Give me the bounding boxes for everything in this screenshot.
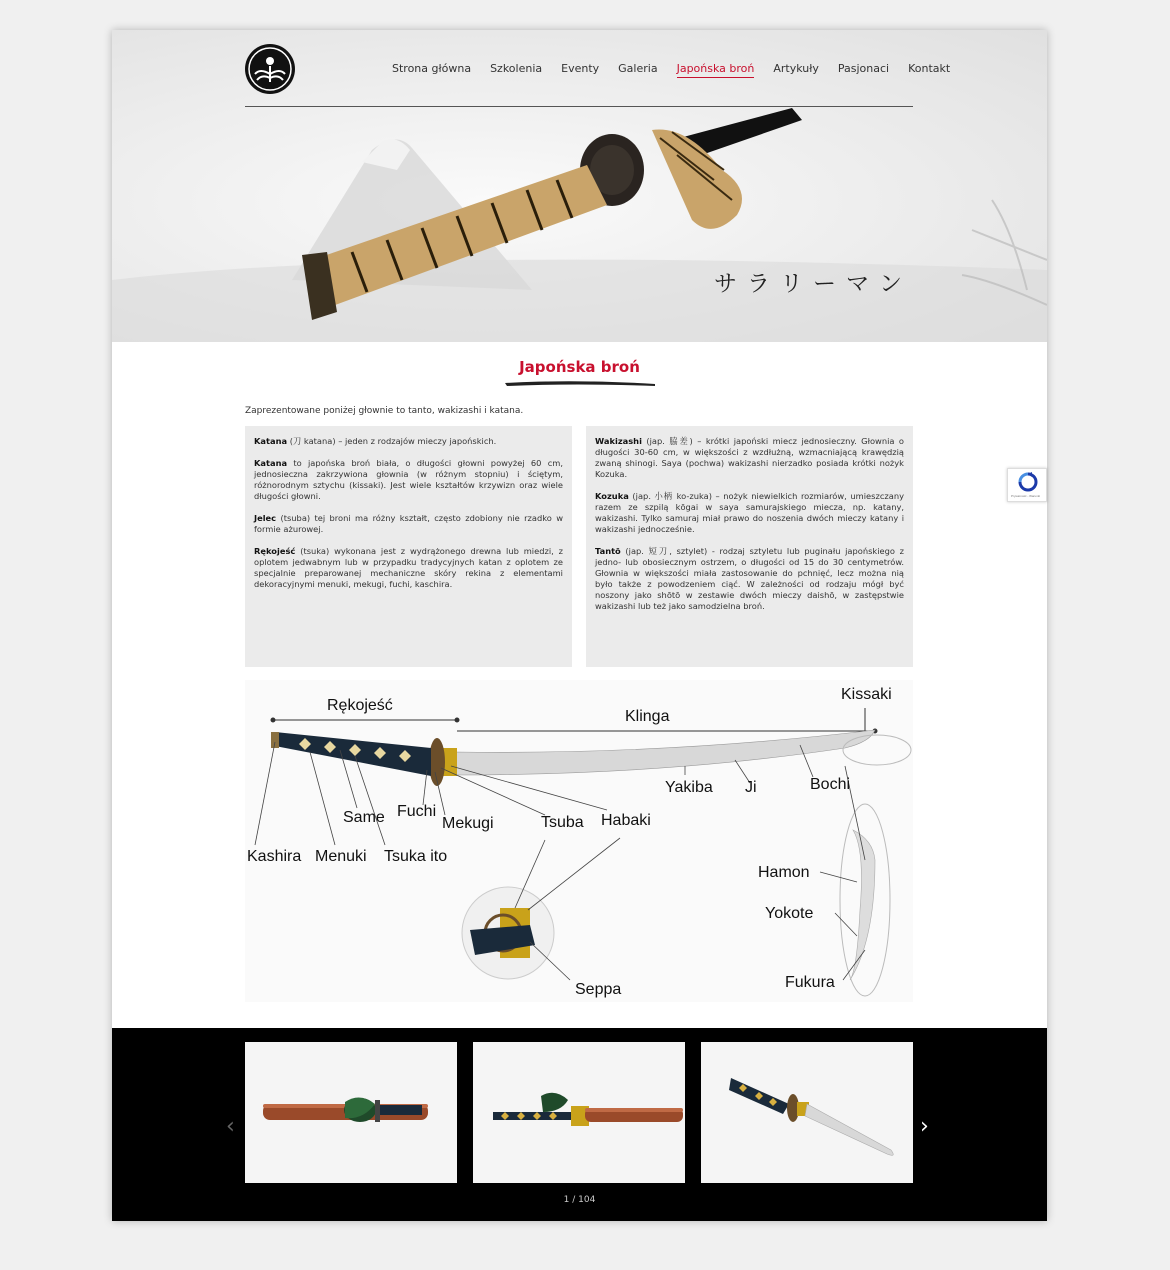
paragraph: Jelec (tsuba) tej broni ma różny kształt, często zdobiony nie rzadko w formie ażurowej.: [254, 513, 563, 534]
label-kissaki: Kissaki: [841, 686, 892, 703]
label-menuki: Menuki: [315, 848, 367, 865]
carousel-prev-button[interactable]: ‹: [226, 1114, 235, 1139]
recaptcha-icon: [1008, 469, 1048, 493]
nav-item-japonska-bron[interactable]: Japońska broń: [677, 62, 755, 78]
page-frame: [112, 30, 1047, 1221]
recaptcha-badge[interactable]: [1007, 468, 1047, 502]
paragraph: Katana to japońska broń biała, o długości głowni powyżej 60 cm, jednosieczna zakrzywiona głownia (w różnym stopniu) i ściętym, różnorodnym sztychu (kissaki). Jest wiele kształtów krzywizn oraz wiele długości głowni.: [254, 458, 563, 501]
label-yokote: Yokote: [765, 905, 814, 922]
label-ji: Ji: [745, 779, 757, 796]
info-box-katana: [245, 426, 572, 667]
nav-item-kontakt[interactable]: Kontakt: [908, 62, 951, 75]
katana-anatomy-diagram: [245, 680, 913, 1002]
label-fuchi: Fuchi: [397, 803, 437, 820]
paragraph: Wakizashi (jap. 脇差) – krótki japoński miecz jednosieczny. Głownia o długości 30-60 cm, w większości z wzdłużną, wzmacniającą krawędzią zwaną shinogi. Saya (pochwa) wakizashi nierzadko posiada krótki nożyk Kozuka.: [595, 436, 904, 479]
title-brush-underline: [505, 378, 655, 388]
nav-divider: [245, 106, 913, 107]
label-yakiba: Yakiba: [665, 779, 713, 796]
info-box-wakizashi: [586, 426, 913, 667]
label-tsuka-ito: Tsuka ito: [384, 848, 448, 865]
hero-kana-text: サラリーマン: [714, 271, 912, 297]
label-same: Same: [343, 809, 385, 826]
site-logo[interactable]: [245, 44, 295, 94]
label-seppa: Seppa: [575, 981, 622, 998]
carousel-slide[interactable]: [473, 1042, 685, 1183]
recaptcha-text: Prywatność - Warunki: [1011, 494, 1041, 498]
nav-item-szkolenia[interactable]: Szkolenia: [490, 62, 543, 75]
label-hamon: Hamon: [758, 864, 810, 881]
label-klinga: Klinga: [625, 708, 670, 725]
label-fukura: Fukura: [785, 974, 835, 991]
nav-item-pasjonaci[interactable]: Pasjonaci: [837, 62, 890, 75]
label-kashira: Kashira: [247, 848, 302, 865]
main-nav: [392, 62, 950, 78]
label-rekojesc: Rękojeść: [327, 697, 393, 714]
intro-text: Zaprezentowane poniżej głownie to tanto, wakizashi i katana.: [245, 406, 524, 416]
carousel-slide[interactable]: [701, 1042, 913, 1183]
carousel-counter: 1 / 104: [563, 1195, 596, 1205]
label-tsuba: Tsuba: [541, 814, 584, 831]
paragraph: Kozuka (jap. 小柄 ko-zuka) – nożyk niewielkich rozmiarów, umieszczany razem ze szpilą kōgai w saya samurajskiego miecza, np. katany, wakizashi. Tylko samuraj miał prawo do noszenia dwóch mieczy katany i wakizashi jednocześnie.: [595, 491, 904, 534]
label-mekugi: Mekugi: [442, 815, 494, 832]
image-carousel: [112, 1028, 1047, 1221]
paragraph: Katana (刀 katana) – jeden z rodzajów mieczy japońskich.: [254, 436, 497, 446]
nav-item-eventy[interactable]: Eventy: [561, 62, 600, 75]
page-title: Japońska broń: [519, 358, 640, 376]
nav-item-galeria[interactable]: Galeria: [618, 62, 658, 75]
paragraph: Tantō (jap. 短刀, sztylet) - rodzaj sztyletu lub puginału japońskiego z jedno- lub obosiecznym ostrzem, o długości od 15 do 30 centymetrów. Głownia w większości miała zastosowanie do pchnięć, lecz można nią było także z powodzeniem ciąć. W zależności od rodzaju mógł być noszony jako shōtō w zestawie dwóch mieczy daishō, w zastępstwie wakizashi lub też jako samodzielna broń.: [595, 546, 904, 611]
carousel-slide[interactable]: [245, 1042, 457, 1183]
label-habaki: Habaki: [601, 812, 651, 829]
paragraph: Rękojeść (tsuka) wykonana jest z wydrążonego drewna lub miedzi, z oplotem jedwabnym lub w przypadku tradycyjnych katan z oplotem ze specjalnie preparowanej mechaniczne skóry rekina z elementami dekoracyjnymi menuki, mekugi, fuchi, kaschira.: [254, 546, 563, 589]
carousel-next-button[interactable]: ›: [920, 1114, 929, 1139]
label-bochi: Bochi: [810, 776, 851, 793]
hero-banner: [112, 30, 1047, 342]
nav-item-strona-glowna[interactable]: Strona główna: [392, 62, 472, 75]
nav-item-artykuly[interactable]: Artykuły: [773, 62, 819, 75]
